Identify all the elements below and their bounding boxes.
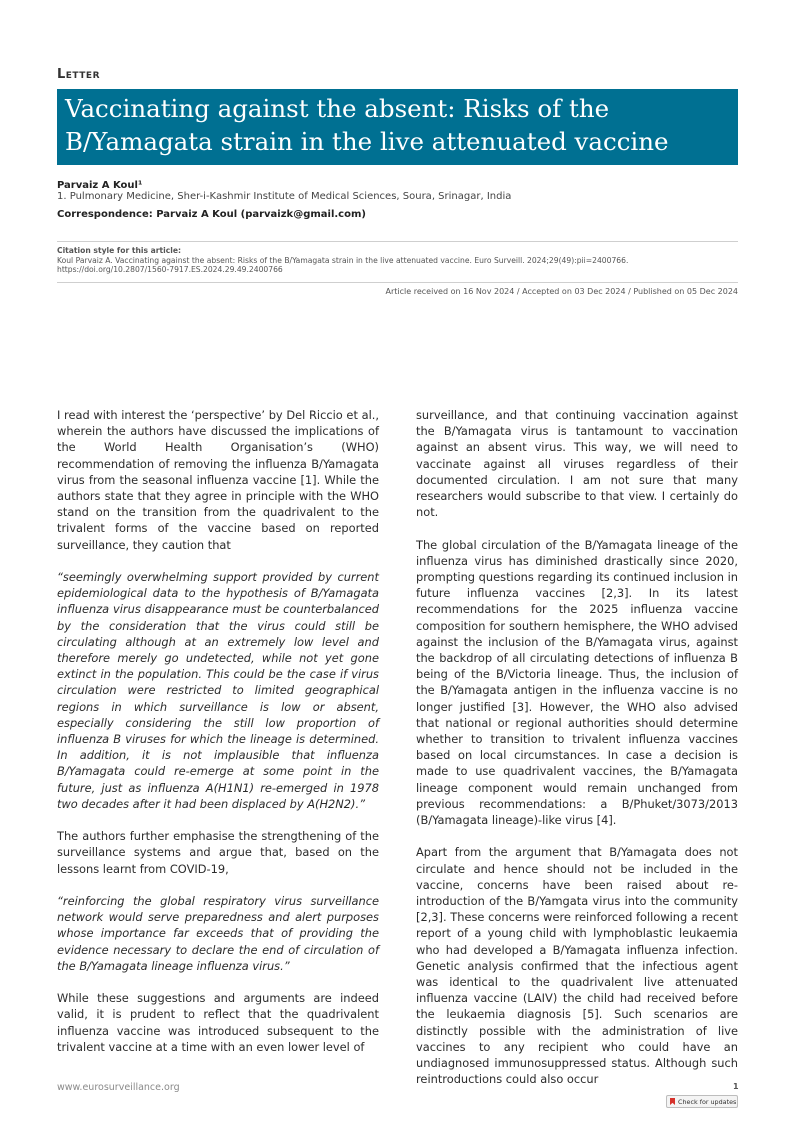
check-for-updates-label: Check for updates bbox=[678, 1097, 737, 1106]
bookmark-icon bbox=[670, 1098, 675, 1105]
paragraph: I read with interest the ‘perspective’ by Del Riccio et al., wherein the authors have discussed the implications of the World Health Organisation’s (WHO) recommendation of removing the influenza B/Yamagata virus from the seasonal influenza vaccine [1]. While the authors state that they agree in principle with the WHO stand on the transition from the quadrivalent to the trivalent forms of the vaccine based on reported surveillance, they caution that bbox=[57, 408, 379, 552]
paragraph: The global circulation of the B/Yamagata lineage of the influenza virus has diminished drastically since 2020, prompting questions regarding its continued inclusion in future influenza vaccines [2,3]. In its latest recommendations for the 2025 influenza vaccine composition for southern hemisphere, the WHO advised against the inclusion of the B/Yamagata virus, against the backdrop of all circulating detections of influenza B being of the B/Victoria lineage. Thus, the inclusion of the B/Yamagata antigen in the influenza vaccine is no longer justified [3]. However, the WHO also advised that national or regional authorities should determine whether to transition to trivalent influenza vaccines based on local circumstances. In case a decision is made to use quadrivalent vaccines, the B/Yamagata lineage component would remain unchanged from previous recommendations: a B/Phuket/3073/2013 (B/Yamagata lineage)-like virus [4]. bbox=[416, 537, 738, 828]
citation-block bbox=[57, 241, 738, 275]
body-column-right bbox=[416, 407, 738, 1104]
paragraph: While these suggestions and arguments are indeed valid, it is prudent to reflect that the quadrivalent influenza vaccine was introduced subsequent to the trivalent vaccine at a time with an even lower level of bbox=[57, 991, 379, 1054]
footer-url[interactable]: www.eurosurveillance.org bbox=[57, 1082, 180, 1093]
check-for-updates-button[interactable] bbox=[666, 1095, 738, 1108]
paragraph: Apart from the argument that B/Yamagata does not circulate and hence should not be included in the vaccine, concerns have been raised about re-introduction of the B/Yamgata virus into the community [2,3]. These concerns were reinforced following a recent report of a young child with lymphoblastic leukaemia who had developed a B/Yamagata influenza infection. Genetic analysis confirmed that the infectious agent was identical to the quadrivalent live attenuated influenza vaccine (LAIV) the child had received before the leukaemia diagnosis [5]. Such scenarios are distinctly possible with the administration of live vaccines to any recipient who could have an undiagnosed immunosuppressed status. Although such reintroductions could also occur bbox=[416, 845, 738, 1087]
title-banner bbox=[57, 89, 738, 165]
article-title: Vaccinating against the absent: Risks of the B/Yamagata strain in the live attenuated vaccine bbox=[65, 94, 669, 156]
block-quote: “seemingly overwhelming support provided by current epidemiological data to the hypothesis of B/Yamagata influenza virus disappearance must be counterbalanced by the consideration that the virus could still be circulating although at an extremely low level and therefore merely go undetected, while not yet gone extinct in the population. This could be the case if virus circulation were restricted to limited geographical regions in which surveillance is low or absent, especially considering the still low proportion of influenza B viruses for which the lineage is determined. In addition, it is not implausible that influenza B/Yamagata could re-emerge at some point in the future, just as influenza A(H1N1) re-emerged in 1978 two decades after it had been displaced by A(H2N2).” bbox=[57, 570, 379, 811]
author-affiliation: 1. Pulmonary Medicine, Sher-i-Kashmir Institute of Medical Sciences, Soura, Srinagar, India bbox=[57, 191, 512, 202]
citation-text[interactable]: Koul Parvaiz A. Vaccinating against the absent: Risks of the B/Yamagata strain in the live attenuated vaccine. Euro Surveill. 2024;29(49):pii=2400766. https://doi.org/10.2807/1560-7917.ES.2024.29.49.2400766 bbox=[57, 255, 629, 275]
paragraph: The authors further emphasise the strengthening of the surveillance systems and argue that, based on the lessons learnt from COVID-19, bbox=[57, 829, 379, 876]
page-number: 1 bbox=[733, 1082, 739, 1091]
section-label: Letter bbox=[57, 67, 100, 82]
body-column-left bbox=[57, 407, 379, 1071]
correspondence: Correspondence: Parvaiz A Koul (parvaizk@gmail.com) bbox=[57, 209, 366, 220]
author-name: Parvaiz A Koul¹ bbox=[57, 180, 143, 191]
paragraph: surveillance, and that continuing vaccination against the B/Yamagata virus is tantamount to vaccination against an absent virus. This way, we will need to vaccinate against all viruses regardless of their documented circulation. I am not sure that many researchers would subscribe to that view. I certainly do not. bbox=[416, 408, 738, 520]
citation-label: Citation style for this article: bbox=[57, 246, 182, 255]
article-dates: Article received on 16 Nov 2024 / Accepted on 03 Dec 2024 / Published on 05 Dec 2024 bbox=[57, 282, 738, 296]
block-quote: “reinforcing the global respiratory virus surveillance network would serve preparedness and alert purposes whose importance far exceeds that of providing the evidence necessary to declare the end of circulation of the B/Yamagata lineage influenza virus.” bbox=[57, 894, 379, 973]
